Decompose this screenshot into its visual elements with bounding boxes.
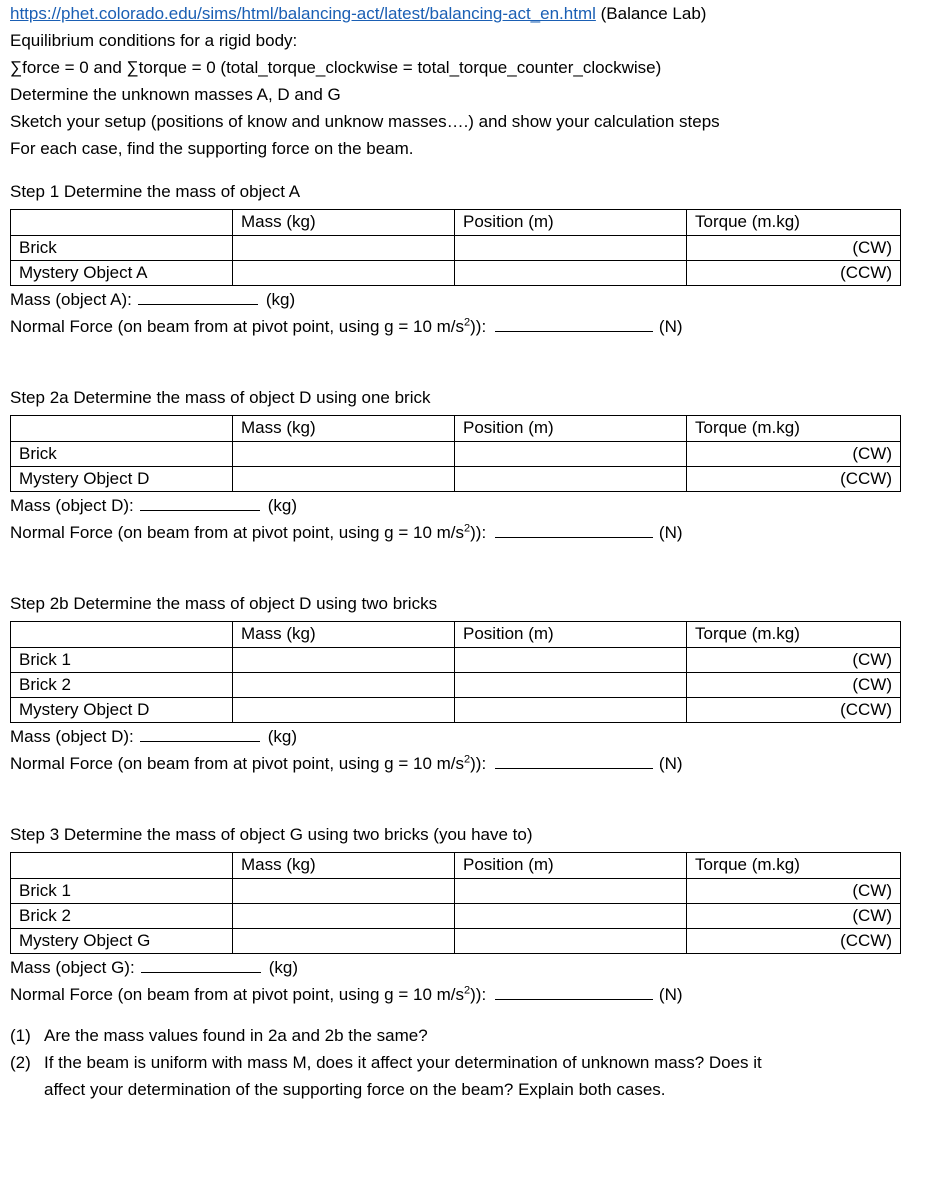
newton-unit: (N): [658, 985, 683, 1004]
row-label: Brick: [11, 442, 233, 467]
torque-input-cell[interactable]: [687, 648, 901, 673]
mass-unit: (kg): [267, 727, 298, 746]
link-suffix: (Balance Lab): [595, 4, 707, 23]
torque-input-cell[interactable]: [687, 698, 901, 723]
steps-container: [10, 178, 900, 1008]
header-position: Position (m): [455, 622, 687, 648]
position-input-cell[interactable]: [455, 442, 687, 467]
normal-force-label: Normal Force (on beam from at pivot point, using g = 10 m/s: [10, 523, 465, 542]
mass-answer-blank[interactable]: [141, 955, 261, 973]
position-input-cell[interactable]: [455, 929, 687, 954]
worksheet-page: [10, 0, 900, 1103]
mass-input-cell[interactable]: [233, 904, 455, 929]
header-blank-cell: [11, 853, 233, 879]
normal-force-blank[interactable]: [495, 751, 653, 769]
squared-superscript: 2: [464, 984, 471, 997]
header-mass: Mass (kg): [233, 210, 455, 236]
normal-force-label: Normal Force (on beam from at pivot point, using g = 10 m/s: [10, 317, 465, 336]
mass-input-cell[interactable]: [233, 698, 455, 723]
step-section: [10, 178, 900, 340]
normal-force-label-end: )):: [470, 985, 491, 1004]
normal-force-blank[interactable]: [495, 982, 653, 1000]
mass-input-cell[interactable]: [233, 929, 455, 954]
mass-answer-label: Mass (object D):: [10, 727, 134, 746]
mass-answer-label: Mass (object D):: [10, 496, 134, 515]
torque-direction: (CW): [852, 675, 892, 694]
table-row: [11, 467, 901, 492]
row-label: Mystery Object G: [11, 929, 233, 954]
torque-input-cell[interactable]: [687, 904, 901, 929]
table-row: [11, 904, 901, 929]
row-label: Mystery Object A: [11, 261, 233, 286]
normal-force-blank[interactable]: [495, 314, 653, 332]
header-line-2: ∑force = 0 and ∑torque = 0 (total_torque_clockwise = total_torque_counter_clockwise): [10, 58, 662, 77]
torque-input-cell[interactable]: [687, 261, 901, 286]
header-mass: Mass (kg): [233, 853, 455, 879]
normal-force-line: [10, 313, 900, 340]
step-table: [10, 415, 901, 492]
mass-input-cell[interactable]: [233, 648, 455, 673]
torque-input-cell[interactable]: [687, 236, 901, 261]
normal-force-line: [10, 750, 900, 777]
position-input-cell[interactable]: [455, 698, 687, 723]
mass-answer-blank[interactable]: [140, 493, 260, 511]
table-header-row: [11, 210, 901, 236]
step-section: [10, 384, 900, 546]
position-input-cell[interactable]: [455, 879, 687, 904]
newton-unit: (N): [658, 523, 683, 542]
normal-force-line: [10, 981, 900, 1008]
torque-input-cell[interactable]: [687, 929, 901, 954]
row-label: Brick 2: [11, 904, 233, 929]
header-line-5: For each case, find the supporting force on the beam.: [10, 139, 414, 158]
mass-answer-line: [10, 492, 900, 519]
header-line-1: Equilibrium conditions for a rigid body:: [10, 31, 298, 50]
header-blank-cell: [11, 416, 233, 442]
header-line-4: Sketch your setup (positions of know and unknow masses….) and show your calculation steps: [10, 112, 720, 131]
header-position: Position (m): [455, 210, 687, 236]
question-2-continuation: affect your determination of the supporting force on the beam? Explain both cases.: [44, 1080, 666, 1099]
torque-direction: (CW): [852, 238, 892, 257]
newton-unit: (N): [658, 754, 683, 773]
squared-superscript: 2: [464, 753, 471, 766]
mass-answer-line: [10, 954, 900, 981]
row-label: Brick 1: [11, 879, 233, 904]
mass-unit: (kg): [265, 290, 296, 309]
question-2-number: (2): [10, 1053, 31, 1072]
phet-sim-link[interactable]: https://phet.colorado.edu/sims/html/balancing-act/latest/balancing-act_en.html: [10, 4, 596, 23]
step-title: Step 2a Determine the mass of object D using one brick: [10, 388, 431, 407]
squared-superscript: 2: [464, 316, 471, 329]
header-mass: Mass (kg): [233, 622, 455, 648]
torque-direction: (CW): [852, 906, 892, 925]
row-label: Mystery Object D: [11, 467, 233, 492]
mass-input-cell[interactable]: [233, 467, 455, 492]
mass-answer-blank[interactable]: [140, 724, 260, 742]
squared-superscript: 2: [464, 522, 471, 535]
row-label: Mystery Object D: [11, 698, 233, 723]
step-title: Step 1 Determine the mass of object A: [10, 182, 301, 201]
normal-force-line: [10, 519, 900, 546]
position-input-cell[interactable]: [455, 648, 687, 673]
torque-input-cell[interactable]: [687, 879, 901, 904]
header-mass: Mass (kg): [233, 416, 455, 442]
step-section: [10, 821, 900, 1008]
header-position: Position (m): [455, 853, 687, 879]
torque-input-cell[interactable]: [687, 467, 901, 492]
question-2-text: If the beam is uniform with mass M, does it affect your determination of unknown mass? Does it: [44, 1053, 762, 1072]
step-title: Step 2b Determine the mass of object D using two bricks: [10, 594, 438, 613]
normal-force-label: Normal Force (on beam from at pivot point, using g = 10 m/s: [10, 985, 465, 1004]
position-input-cell[interactable]: [455, 236, 687, 261]
step-table: [10, 621, 901, 723]
torque-direction: (CCW): [840, 931, 892, 950]
mass-input-cell[interactable]: [233, 236, 455, 261]
position-input-cell[interactable]: [455, 904, 687, 929]
mass-answer-line: [10, 723, 900, 750]
table-row: [11, 879, 901, 904]
step-section: [10, 590, 900, 777]
normal-force-blank[interactable]: [495, 520, 653, 538]
normal-force-label-end: )):: [470, 317, 491, 336]
mass-answer-label: Mass (object A):: [10, 290, 132, 309]
torque-direction: (CW): [852, 650, 892, 669]
step-title: Step 3 Determine the mass of object G using two bricks (you have to): [10, 825, 533, 844]
torque-input-cell[interactable]: [687, 673, 901, 698]
mass-answer-line: [10, 286, 900, 313]
position-input-cell[interactable]: [455, 467, 687, 492]
table-row: [11, 442, 901, 467]
row-label: Brick 2: [11, 673, 233, 698]
question-1: [10, 1022, 900, 1049]
position-input-cell[interactable]: [455, 261, 687, 286]
torque-direction: (CCW): [840, 469, 892, 488]
header-torque: Torque (m.kg): [687, 210, 901, 236]
mass-input-cell[interactable]: [233, 261, 455, 286]
step-table: [10, 209, 901, 286]
question-2: [10, 1049, 900, 1076]
table-row: [11, 929, 901, 954]
table-header-row: [11, 416, 901, 442]
mass-answer-blank[interactable]: [138, 287, 258, 305]
torque-direction: (CCW): [840, 700, 892, 719]
header-position: Position (m): [455, 416, 687, 442]
mass-input-cell[interactable]: [233, 879, 455, 904]
header-link-line: [10, 0, 900, 27]
mass-unit: (kg): [267, 496, 298, 515]
mass-input-cell[interactable]: [233, 673, 455, 698]
table-row: [11, 673, 901, 698]
newton-unit: (N): [658, 317, 683, 336]
mass-answer-label: Mass (object G):: [10, 958, 135, 977]
table-row: [11, 236, 901, 261]
position-input-cell[interactable]: [455, 673, 687, 698]
torque-direction: (CW): [852, 881, 892, 900]
torque-direction: (CW): [852, 444, 892, 463]
header-torque: Torque (m.kg): [687, 853, 901, 879]
row-label: Brick 1: [11, 648, 233, 673]
table-row: [11, 648, 901, 673]
header-line-3: Determine the unknown masses A, D and G: [10, 85, 341, 104]
table-row: [11, 698, 901, 723]
table-header-row: [11, 853, 901, 879]
header-torque: Torque (m.kg): [687, 416, 901, 442]
torque-input-cell[interactable]: [687, 442, 901, 467]
question-1-text: Are the mass values found in 2a and 2b the same?: [44, 1026, 428, 1045]
normal-force-label-end: )):: [470, 754, 491, 773]
mass-input-cell[interactable]: [233, 442, 455, 467]
table-header-row: [11, 622, 901, 648]
header-blank-cell: [11, 622, 233, 648]
row-label: Brick: [11, 236, 233, 261]
torque-direction: (CCW): [840, 263, 892, 282]
question-1-number: (1): [10, 1026, 31, 1045]
header-torque: Torque (m.kg): [687, 622, 901, 648]
header-blank-cell: [11, 210, 233, 236]
mass-unit: (kg): [268, 958, 298, 977]
normal-force-label-end: )):: [470, 523, 491, 542]
step-table: [10, 852, 901, 954]
table-row: [11, 261, 901, 286]
normal-force-label: Normal Force (on beam from at pivot point, using g = 10 m/s: [10, 754, 465, 773]
